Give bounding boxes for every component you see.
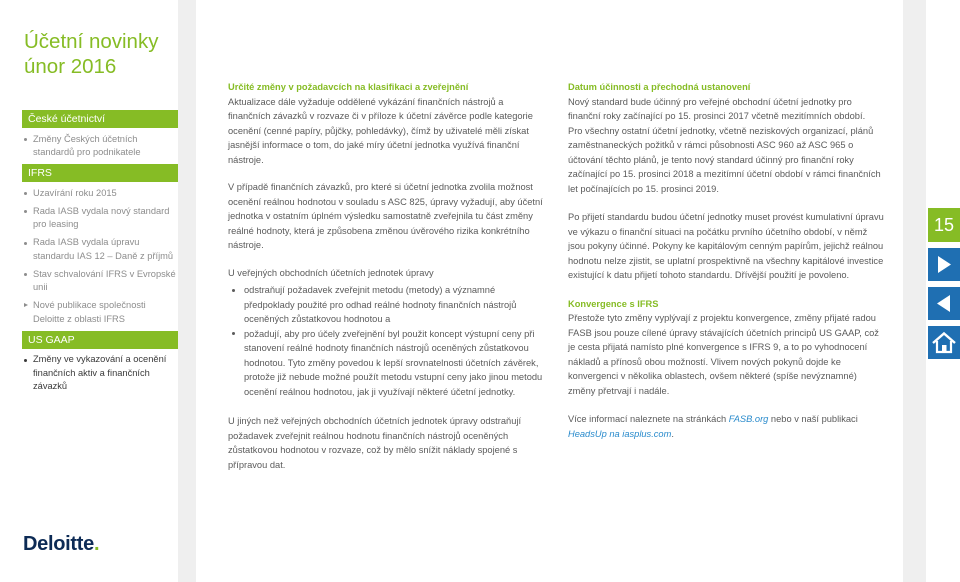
more-info-prefix: Více informací naleznete na stránkách [568,414,729,424]
right-divider-band [903,0,926,582]
sidebar-item-label: Uzavírání roku 2015 [33,187,117,198]
sidebar-item-czech-standards-changes[interactable] [22,133,178,160]
left-divider-band [178,0,196,582]
newsletter-title: Účetní novinky [24,30,159,53]
paragraph: Přestože tyto změny vyplývají z projektu konvergence, změny přijaté radou FASB jsou pouze cílené úpravy stávajících účetních principů US GAAP, což je cesta přijatá namísto plné konvergence s IFRS 9, a to po vyhodnocení nákladů a přínosů obou možností. Vlivem nových pokynů dojde ke konvergenci v několika oblastech, ovšem některé (spíše nevýznamné) změny přetrvají i nadále. [568,313,879,396]
sidebar-item-label: Změny ve vykazování a ocenění finančních aktiv a finančních závazků [33,354,167,391]
paragraph: V případě finančních závazků, pro které si účetní jednotka zvolila možnost ocenění reálnou hodnotou v souladu s ASC 825, úpravy vyžadují, aby účetní jednotka v ostatním úplném výsledku samostatně zveřejnila tu část změny reálné hodnoty, která je způsobena změnou úvěrového rizika konkrétního nástroje. [228,182,543,250]
newsletter-issue: únor 2016 [24,55,117,78]
sidebar-item-label: Nové publikace společnosti Deloitte z oblasti IFRS [33,300,146,324]
section-heading-us-gaap: US GAAP [22,331,178,349]
bullet-item: požadují, aby pro účely zveřejnění byl použit koncept výstupní ceny při stanovení reálné hodnoty finančních nástrojů oceněných zůstatkovou hodnotou. Tyto změny povedou k lepší srovnatelnosti účetních závěrek, protože již nebude možné použít metodu vstupní ceny jako jinou metodu ocenění reálnou hodnotou, jak ji využívají některé účetní jednotky. [228,327,544,400]
section-heading-ifrs: IFRS [22,164,178,182]
paragraph: Nový standard bude účinný pro veřejné obchodní účetní jednotky pro finanční roky začínající po 15. prosinci 2017 včetně mezitímních období. [568,96,866,121]
section-heading-czech-accounting: České účetnictví [22,110,178,128]
paragraph: Po přijetí standardu budou účetní jednotky muset provést kumulativní úpravu ve výkazu o finanční situaci na počátku prvního účetního období, v němž jsou pokyny účinné. Pokyny ke kapitálovým cenným papírům, jejichž reálnou hodnotu nelze zjistit, se uplatní prospektivně na všechny kapitálové investice existující k datu přijetí tohoto standardu. Dřívější použití je povoleno. [568,212,884,280]
sidebar-item-deloitte-ifrs-publications[interactable] [22,299,178,326]
next-page-icon [928,248,960,281]
deloitte-logo [23,533,99,556]
heading-ifrs-convergence: Konvergence s IFRS [568,298,659,309]
paragraph: Pro všechny ostatní účetní jednotky, včetně neziskových organizací, plánů zaměstnaneckých požitků v rámci působnosti ASC 960 až ASC 965 o účtování těchto plánů, je tento nový standard účinný pro finanční roky začínající po 15. prosinci 2018 a mezitímní účetní období v rámci finančních let počínajících po 15. prosinci 2019. [568,125,881,194]
section-items-czech-accounting [22,128,178,160]
section-items-ifrs [22,182,178,326]
paragraph: U jiných než veřejných obchodních účetních jednotek úpravy odstraňují požadavek zveřejnit reálnou hodnotu finančních nástrojů oceněných zůstatkovou hodnotou v rozvaze, což by mělo snížit náklady spojené s přípravou dat. [228,416,522,470]
more-info-suffix: . [671,428,674,439]
heading-effective-date: Datum účinnosti a přechodná ustanovení [568,82,751,92]
bullet-item: odstraňují požadavek zveřejnit metodu (metody) a významné předpoklady použité pro odhad reálné hodnoty finančních nástrojů oceněných zůstatkovou hodnotou a [228,283,544,327]
home-icon [928,326,960,359]
sidebar-item-iasb-leasing-standard[interactable] [22,205,178,232]
paragraph: Aktualizace dále vyžaduje oddělené vykázání finančních nástrojů a finančních závazků v rozvaze či v příloze k účetní závěrce podle kategorie ocenění (cenné papíry, půjčky, pohledávky), čímž by uživatelé měli získat jasnější informace o tom, do jaké míry účetní jednotka využívá finanční nástroje. [228,96,533,165]
sidebar-item-label: Změny Českých účetních standardů pro podnikatele [33,133,141,157]
headsup-iasplus-link[interactable]: HeadsUp na iasplus.com [568,428,672,439]
next-page-button[interactable] [928,248,960,281]
heading-classification-disclosure: Určité změny v požadavcích na klasifikaci a zveřejnění [228,82,469,92]
more-info-paragraph [568,412,884,441]
article-column-1 [228,80,544,485]
bullet-list [228,283,544,399]
sidebar-item-label: Rada IASB vydala úpravu standardu IAS 12 – Daně z příjmů [33,237,174,261]
previous-page-icon [928,287,960,320]
more-info-middle: nebo v naší publikaci [768,414,858,424]
list-intro: U veřejných obchodních účetních jednotek úpravy [228,267,434,278]
sidebar-item-label: Stav schvalování IFRS v Evropské unii [33,268,176,292]
newsletter-title-block [24,29,158,79]
sidebar-item-label: Rada IASB vydala nový standard pro leasing [33,205,170,229]
logo-dot: . [93,533,100,555]
sidebar-item-financial-instruments-current[interactable] [22,353,178,394]
logo-wordmark: Deloitte [23,533,94,555]
sidebar-item-ifrs-eu-endorsement[interactable] [22,268,178,295]
home-button[interactable] [928,326,960,359]
table-of-contents [22,110,178,398]
fasb-link[interactable]: FASB.org [728,414,769,424]
previous-page-button[interactable] [928,287,960,320]
sidebar-item-iasb-ias12-amendment[interactable] [22,236,178,263]
sidebar-item-year-end-2015[interactable] [22,187,178,201]
article-column-2 [568,80,884,455]
section-items-us-gaap [22,349,178,394]
sidebar [0,0,178,582]
page-number: 15 [928,208,960,242]
